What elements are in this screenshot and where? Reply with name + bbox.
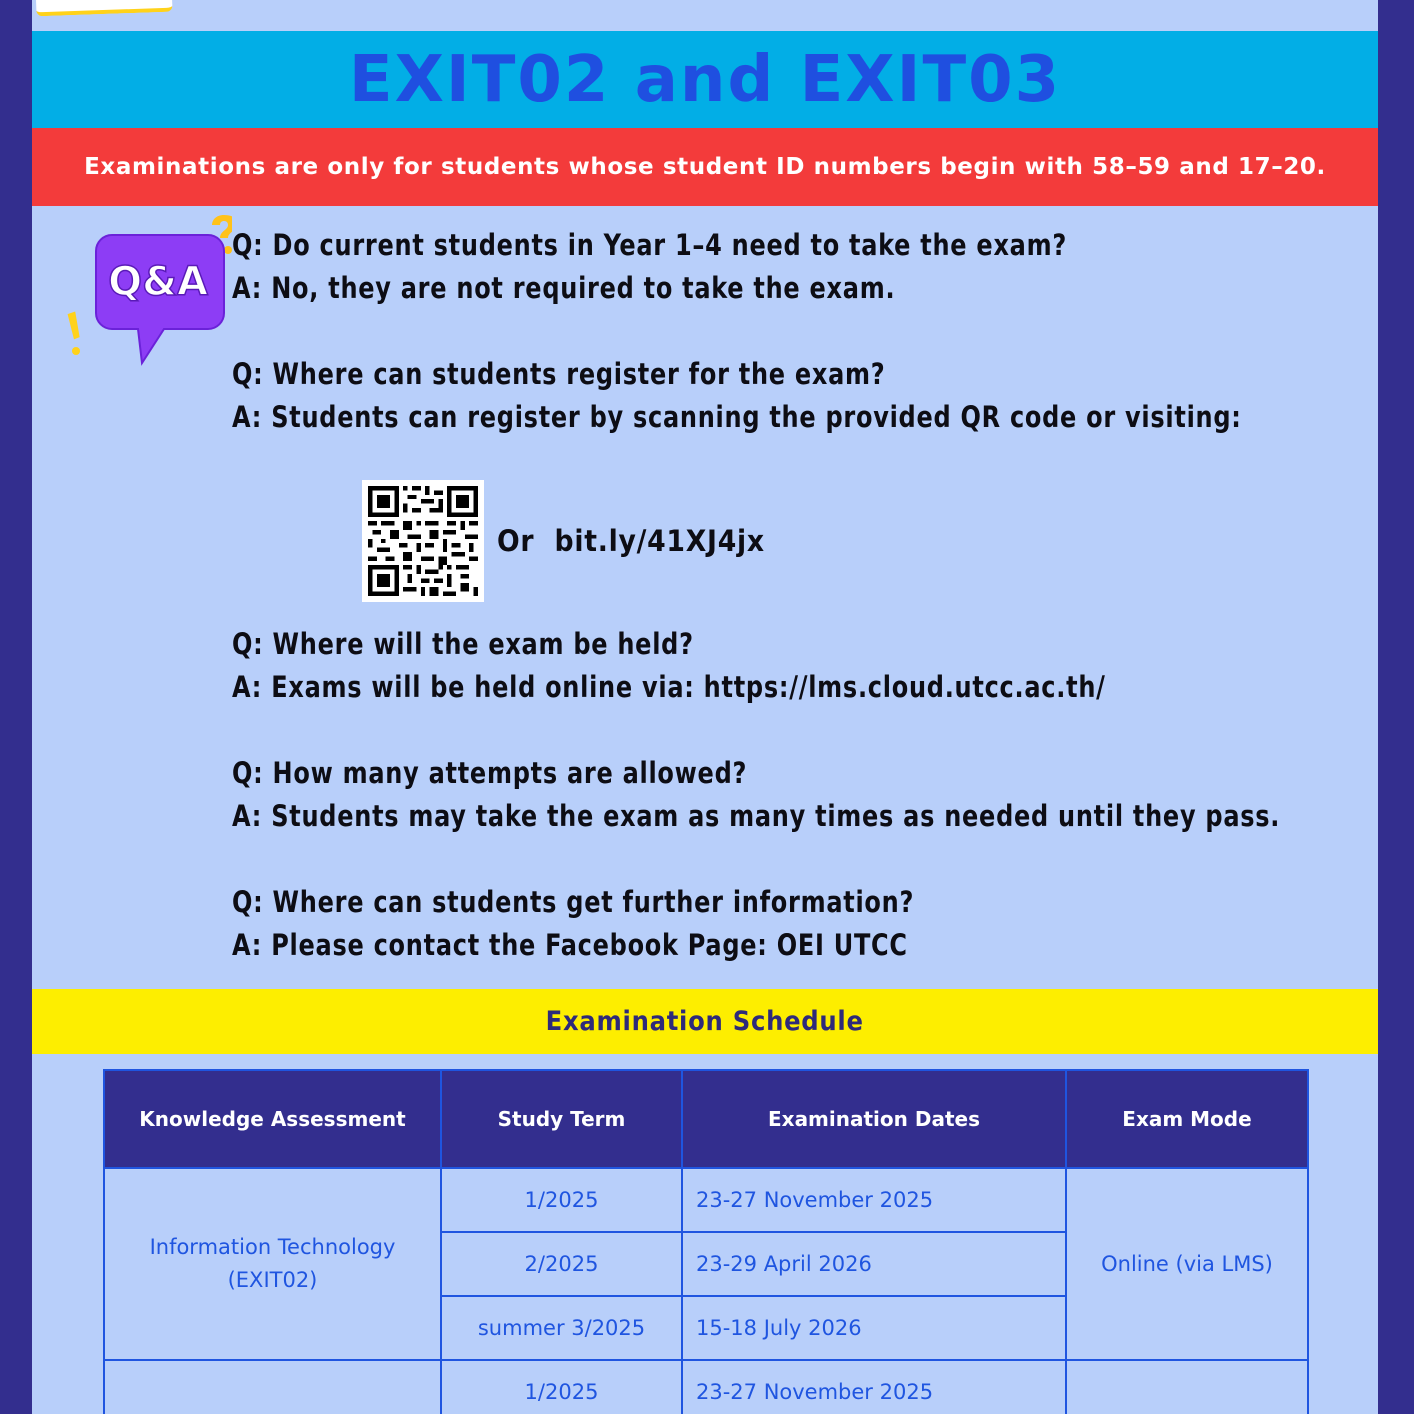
column-header: Study Term bbox=[441, 1070, 682, 1168]
page-title: EXIT02 and EXIT03 bbox=[348, 42, 1062, 117]
assessment-name: Information Technology bbox=[149, 1235, 396, 1259]
answer: A: Students may take the exam as many times as needed until they pass. bbox=[232, 799, 1281, 833]
question: Q: Where can students register for the exam? bbox=[232, 357, 886, 391]
answer: A: Students can register by scanning the provided QR code or visiting: bbox=[232, 400, 1242, 434]
registration-link[interactable]: bit.ly/41XJ4jx bbox=[554, 524, 765, 558]
registration-row bbox=[362, 480, 788, 602]
table-row bbox=[104, 1360, 1308, 1414]
schedule-table bbox=[103, 1069, 1309, 1414]
question: Q: Where can students get further information? bbox=[232, 885, 915, 919]
answer: A: Please contact the Facebook Page: OEI UTCC bbox=[232, 928, 908, 962]
corner-decoration bbox=[35, 0, 172, 16]
term-cell: 2/2025 bbox=[441, 1232, 682, 1296]
title-band bbox=[32, 31, 1378, 128]
answer: A: Exams will be held online via: https://lms.cloud.utcc.ac.th/ bbox=[232, 670, 1106, 704]
question: Q: Do current students in Year 1–4 need to take the exam? bbox=[232, 228, 1068, 262]
assessment-cell bbox=[104, 1168, 441, 1360]
notice-text: Examinations are only for students whose student ID numbers begin with 58–59 and 17–20. bbox=[84, 154, 1326, 180]
notice-band bbox=[32, 128, 1378, 206]
column-header: Exam Mode bbox=[1066, 1070, 1308, 1168]
assessment-code: (EXIT02) bbox=[227, 1268, 318, 1292]
poster-panel bbox=[32, 0, 1378, 1414]
dates-cell: 23-27 November 2025 bbox=[682, 1360, 1066, 1414]
term-cell: 1/2025 bbox=[441, 1168, 682, 1232]
registration-link-text bbox=[497, 524, 765, 558]
term-cell: 1/2025 bbox=[441, 1360, 682, 1414]
answer: A: No, they are not required to take the exam. bbox=[232, 271, 896, 305]
qa-badge-label: Q&A bbox=[108, 259, 208, 305]
schedule-band bbox=[32, 989, 1378, 1054]
question: Q: How many attempts are allowed? bbox=[232, 756, 748, 790]
qr-code-icon bbox=[368, 486, 478, 596]
table-row bbox=[104, 1168, 1308, 1232]
column-header: Examination Dates bbox=[682, 1070, 1066, 1168]
qa-speech-bubble-icon bbox=[62, 205, 232, 375]
question: Q: Where will the exam be held? bbox=[232, 627, 694, 661]
mode-cell: Online (via LMS) bbox=[1066, 1168, 1308, 1360]
or-label: Or bbox=[497, 524, 535, 558]
dates-cell: 15-18 July 2026 bbox=[682, 1296, 1066, 1360]
column-header: Knowledge Assessment bbox=[104, 1070, 441, 1168]
schedule-heading: Examination Schedule bbox=[545, 1006, 865, 1037]
dates-cell: 23-29 April 2026 bbox=[682, 1232, 1066, 1296]
qr-code[interactable] bbox=[362, 480, 484, 602]
term-cell: summer 3/2025 bbox=[441, 1296, 682, 1360]
dates-cell: 23-27 November 2025 bbox=[682, 1168, 1066, 1232]
mode-cell bbox=[1066, 1360, 1308, 1414]
assessment-cell bbox=[104, 1360, 441, 1414]
